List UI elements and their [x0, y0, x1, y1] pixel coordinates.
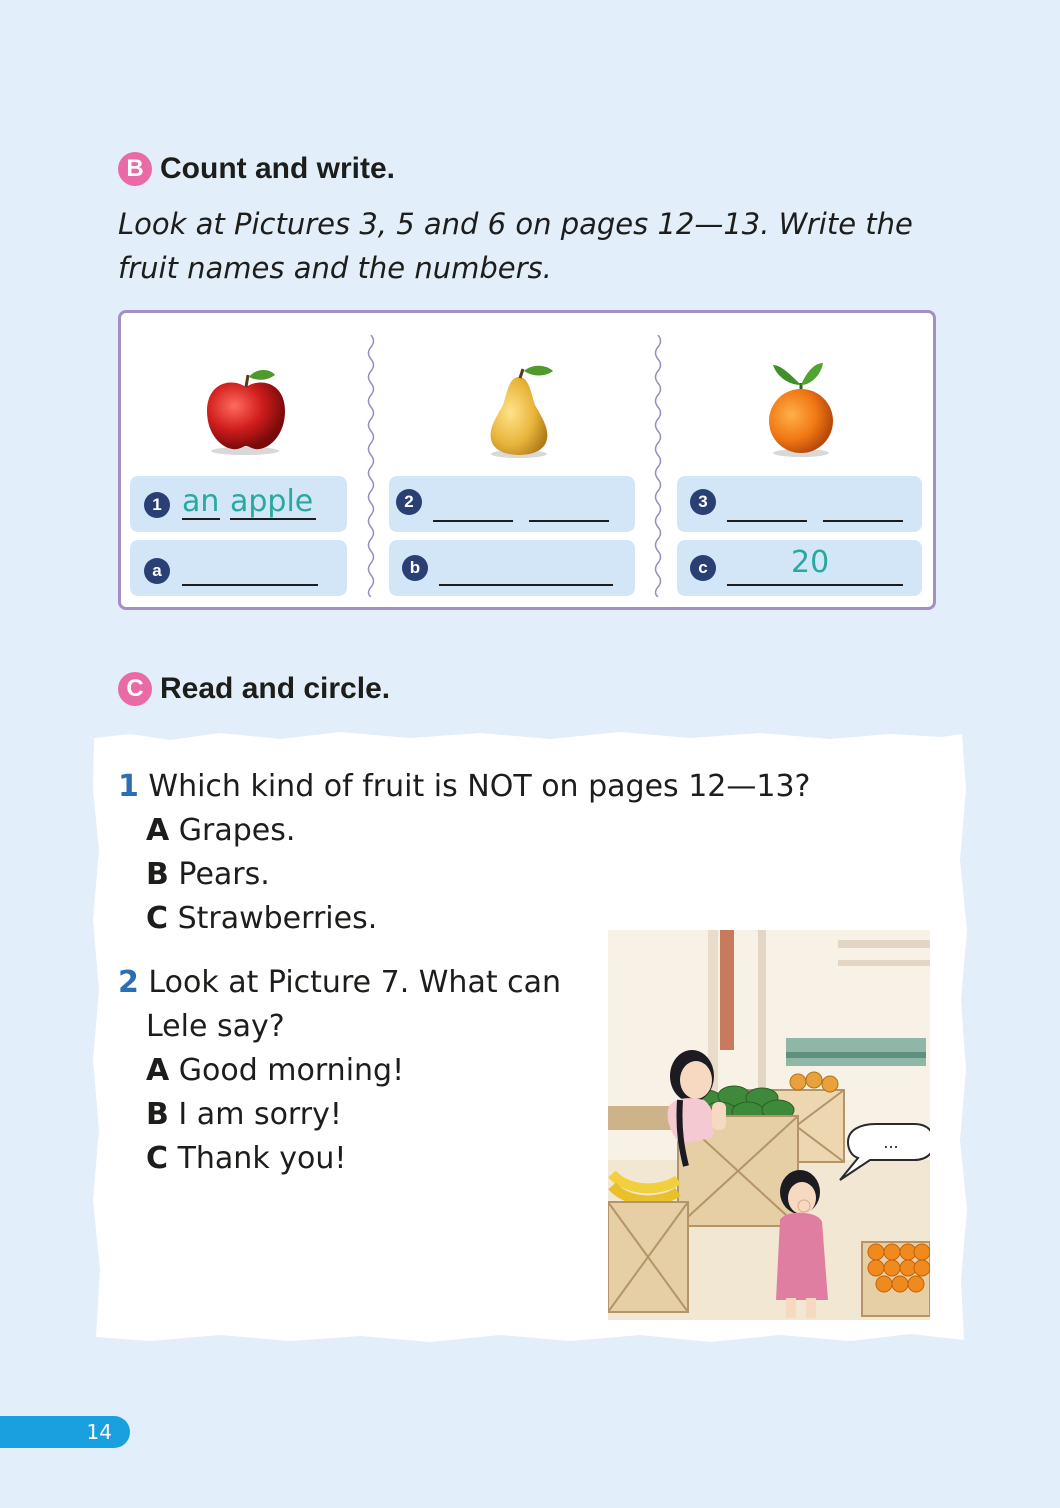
q2-option-c[interactable]: [118, 1137, 598, 1181]
blank-count-c: [727, 584, 903, 586]
blank-name-2: [529, 520, 609, 522]
number-badge-2: 2: [396, 489, 422, 515]
section-c-title: Read and circle.: [160, 672, 391, 705]
answer-row-2: [389, 476, 635, 532]
question-2: [118, 961, 598, 1181]
q2-option-b[interactable]: [118, 1093, 598, 1137]
option-letter: A: [146, 1053, 170, 1088]
wavy-divider-2: [652, 335, 664, 597]
count-row-b: [389, 540, 635, 596]
wavy-divider-1: [365, 335, 377, 597]
number-badge-3: 3: [690, 489, 716, 515]
q1-option-a[interactable]: [118, 809, 818, 853]
blank-name-1: [230, 518, 316, 520]
option-text: Good morning!: [178, 1053, 405, 1088]
option-letter: C: [146, 901, 169, 936]
question-1-text: Which kind of fruit is NOT on pages 12—13?: [148, 769, 811, 804]
question-2-text-line1: Look at Picture 7. What can: [148, 965, 562, 1000]
option-text: Grapes.: [178, 813, 296, 848]
option-text: Strawberries.: [177, 901, 378, 936]
question-2-number: 2: [118, 965, 139, 1000]
blank-article-2: [433, 520, 513, 522]
instruction-line-2: fruit names and the numbers.: [118, 251, 552, 285]
letter-badge-b: b: [402, 555, 428, 581]
count-row-c: [677, 540, 922, 596]
page-number: 14: [86, 1420, 112, 1444]
section-b-instruction: [118, 202, 913, 290]
option-text: Thank you!: [177, 1141, 347, 1176]
option-text: I am sorry!: [178, 1097, 342, 1132]
option-letter: C: [146, 1141, 169, 1176]
blank-name-3: [823, 520, 903, 522]
number-badge-1: 1: [144, 492, 170, 518]
pear-icon: [483, 363, 563, 459]
section-c-heading: [118, 672, 390, 706]
market-illustration: [608, 930, 930, 1320]
question-1-number: 1: [118, 769, 139, 804]
letter-badge-a: a: [144, 558, 170, 584]
blank-count-a: [182, 584, 318, 586]
question-1: [118, 765, 818, 941]
q1-option-b[interactable]: [118, 853, 818, 897]
blank-article-1: [182, 518, 220, 520]
section-b-title: Count and write.: [160, 152, 395, 185]
answer-name-1[interactable]: apple: [230, 484, 314, 519]
blank-count-b: [439, 584, 613, 586]
speech-bubble-text: ...: [883, 1133, 899, 1152]
option-letter: B: [146, 1097, 169, 1132]
instruction-line-1: Look at Pictures 3, 5 and 6 on pages 12—13. Write the: [118, 207, 913, 241]
section-b-heading: [118, 152, 395, 186]
option-text: Pears.: [178, 857, 270, 892]
section-c-badge: C: [118, 672, 152, 706]
answer-row-1: [130, 476, 347, 532]
count-answer-c[interactable]: 20: [791, 545, 830, 580]
letter-badge-c: c: [690, 555, 716, 581]
q2-option-a[interactable]: [118, 1049, 598, 1093]
option-letter: B: [146, 857, 169, 892]
fruit-count-frame: [118, 310, 936, 610]
blank-article-3: [727, 520, 807, 522]
section-b-badge: B: [118, 152, 152, 186]
page-number-tab: [0, 1416, 130, 1448]
orange-icon: [765, 359, 841, 457]
count-row-a: [130, 540, 347, 596]
question-2-text-line2: Lele say?: [146, 1009, 285, 1044]
option-letter: A: [146, 813, 170, 848]
apple-icon: [201, 365, 291, 457]
answer-row-3: [677, 476, 922, 532]
answer-article-1[interactable]: an: [182, 484, 220, 519]
